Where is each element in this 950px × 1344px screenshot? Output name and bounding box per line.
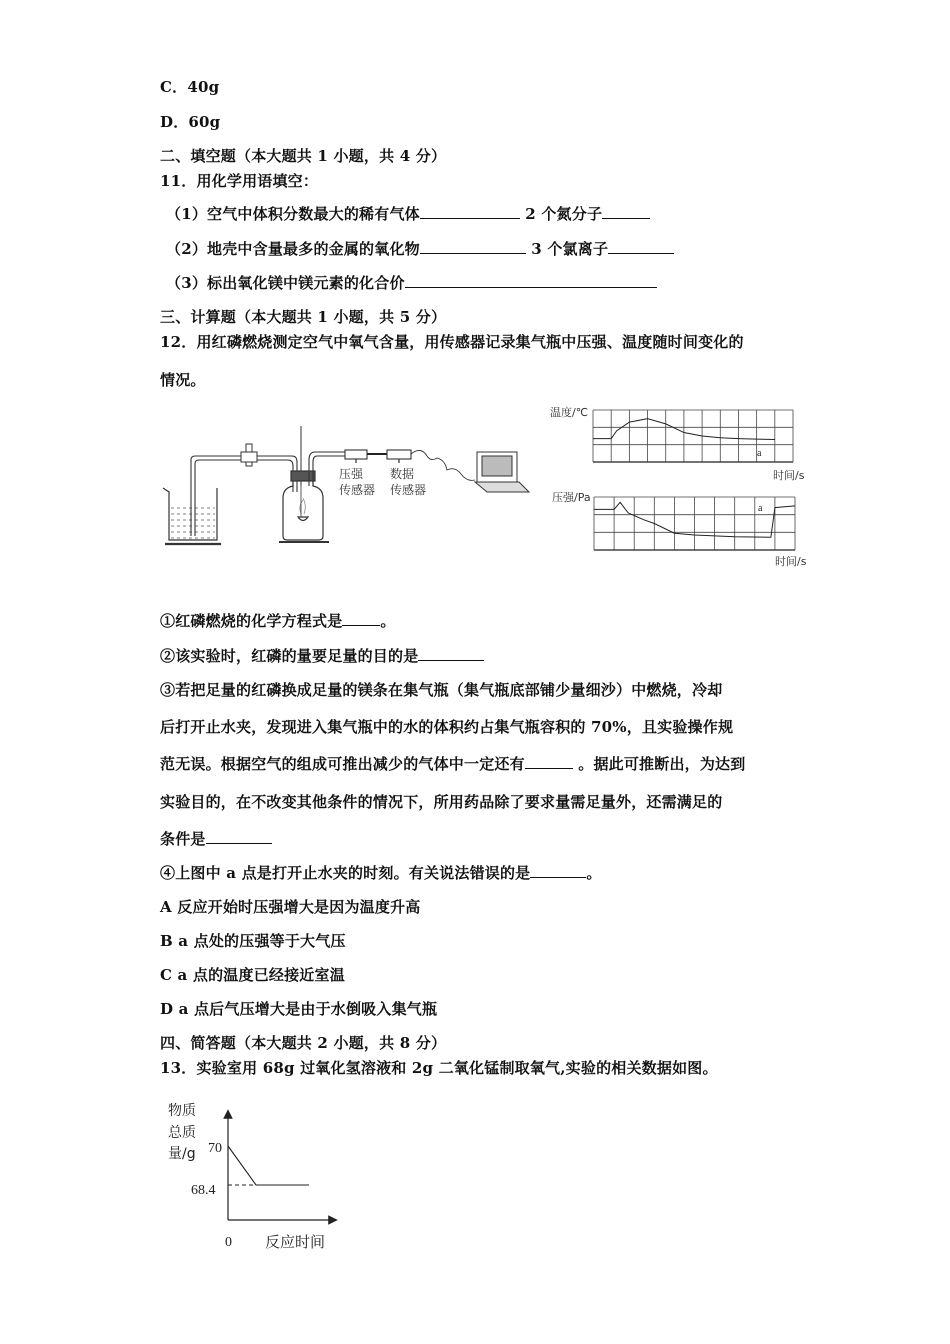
section-3-title: 三、计算题（本大题共 1 小题，共 5 分） [160,308,447,326]
mass-time-chart [155,1090,355,1260]
answer-blank[interactable] [342,611,380,626]
pressure-chart [545,485,820,570]
y-tick-70: 70 [208,1141,222,1156]
y-axis-label-3: 量/g [168,1146,196,1162]
y-tick-68-4: 68.4 [191,1183,216,1198]
answer-blank[interactable] [420,239,526,254]
answer-blank[interactable] [420,204,520,219]
q12-sub4: ④上图中 a 点是打开止水夹的时刻。有关说法错误的是 。 [160,864,602,882]
answer-blank[interactable] [418,646,484,661]
q12-sub3-line3: 范无误。根据空气的组成可推出减少的气体中一定还有 。据此可推断出，为达到 [160,755,746,773]
mass-curve [228,1146,309,1185]
beaker-icon [163,488,221,544]
q12-option-c: C a 点的温度已经接近室温 [160,966,345,984]
apparatus-diagram [155,400,545,560]
q12-sub3-line4: 实验目的，在不改变其他条件的情况下，所用药品除了要求量需足量外，还需满足的 [160,793,723,811]
answer-blank[interactable] [602,204,650,219]
temperature-axis-label: 温度/℃ [550,406,589,419]
x-origin-label: 0 [225,1235,232,1250]
q13-stem: 13．实验室用 68g 过氧化氢溶液和 2g 二氧化锰制取氧气,实验的相关数据如图。 [160,1059,718,1077]
answer-blank[interactable] [530,863,586,878]
section-2-title: 二、填空题（本大题共 1 小题，共 4 分） [160,147,447,165]
option-d: D．60g [160,113,221,131]
section-4-title: 四、简答题（本大题共 2 小题，共 8 分） [160,1034,447,1052]
q12-option-b: B a 点处的压强等于大气压 [160,932,346,950]
q12-option-d: D a 点后气压增大是由于水倒吸入集气瓶 [160,1000,438,1018]
glass-tube-icon [191,456,297,536]
q12-stem-line1: 12．用红磷燃烧测定空气中氧气含量，用传感器记录集气瓶中压强、温度随时间变化的 [160,333,744,351]
q12-sub1: ①红磷燃烧的化学方程式是 。 [160,612,396,630]
pressure-sensor-icon [345,450,367,459]
temperature-chart [545,400,820,485]
laptop-icon [475,452,529,492]
x-axis-label: 反应时间 [265,1233,326,1251]
pressure-axis-label: 压强/Pa [552,491,591,504]
q12-sub3-line1: ③若把足量的红磷换成足量的镁条在集气瓶（集气瓶底部铺少量细沙）中燃烧，冷却 [160,681,723,699]
y-axis-label-2: 总质 [168,1125,196,1141]
option-c: C．40g [160,78,220,96]
y-axis-label-1: 物质 [168,1103,196,1119]
answer-blank[interactable] [206,829,272,844]
pressure-sensor-label-2: 传感器 [339,483,376,497]
q12-stem-line2: 情况。 [160,371,206,389]
q11-item-1: （1）空气中体积分数最大的稀有气体 2 个氮分子 [166,204,650,224]
q12-option-a: A 反应开始时压强增大是因为温度升高 [160,898,421,916]
answer-blank[interactable] [525,754,573,769]
pressure-sensor-label-1: 压强 [339,467,364,481]
data-sensor-label-2: 传感器 [390,483,427,497]
point-a-label: a [757,448,762,459]
cable-icon [411,450,475,480]
time-axis-label: 时间/s [775,555,807,568]
point-a-label: a [758,503,763,514]
data-sensor-icon [387,450,411,459]
water-stop-clip-icon [241,444,257,466]
q12-sub3-line2: 后打开止水夹，发现进入集气瓶中的水的体积约占集气瓶容积的 70%，且实验操作规 [160,718,734,736]
gas-bottle-icon [279,471,329,542]
q11-item-3: （3）标出氧化镁中镁元素的化合价 [166,273,657,293]
answer-blank[interactable] [608,239,674,254]
q12-sub3-line5: 条件是 [160,829,272,849]
data-sensor-label-1: 数据 [390,467,415,481]
q11-stem: 11．用化学用语填空： [160,172,319,190]
time-axis-label: 时间/s [773,469,805,482]
answer-blank[interactable] [405,273,657,288]
q11-item-2: （2）地壳中含量最多的金属的氧化物 3 个氯离子 [166,239,674,259]
q12-sub2: ②该实验时，红磷的量要足量的目的是 [160,646,484,666]
